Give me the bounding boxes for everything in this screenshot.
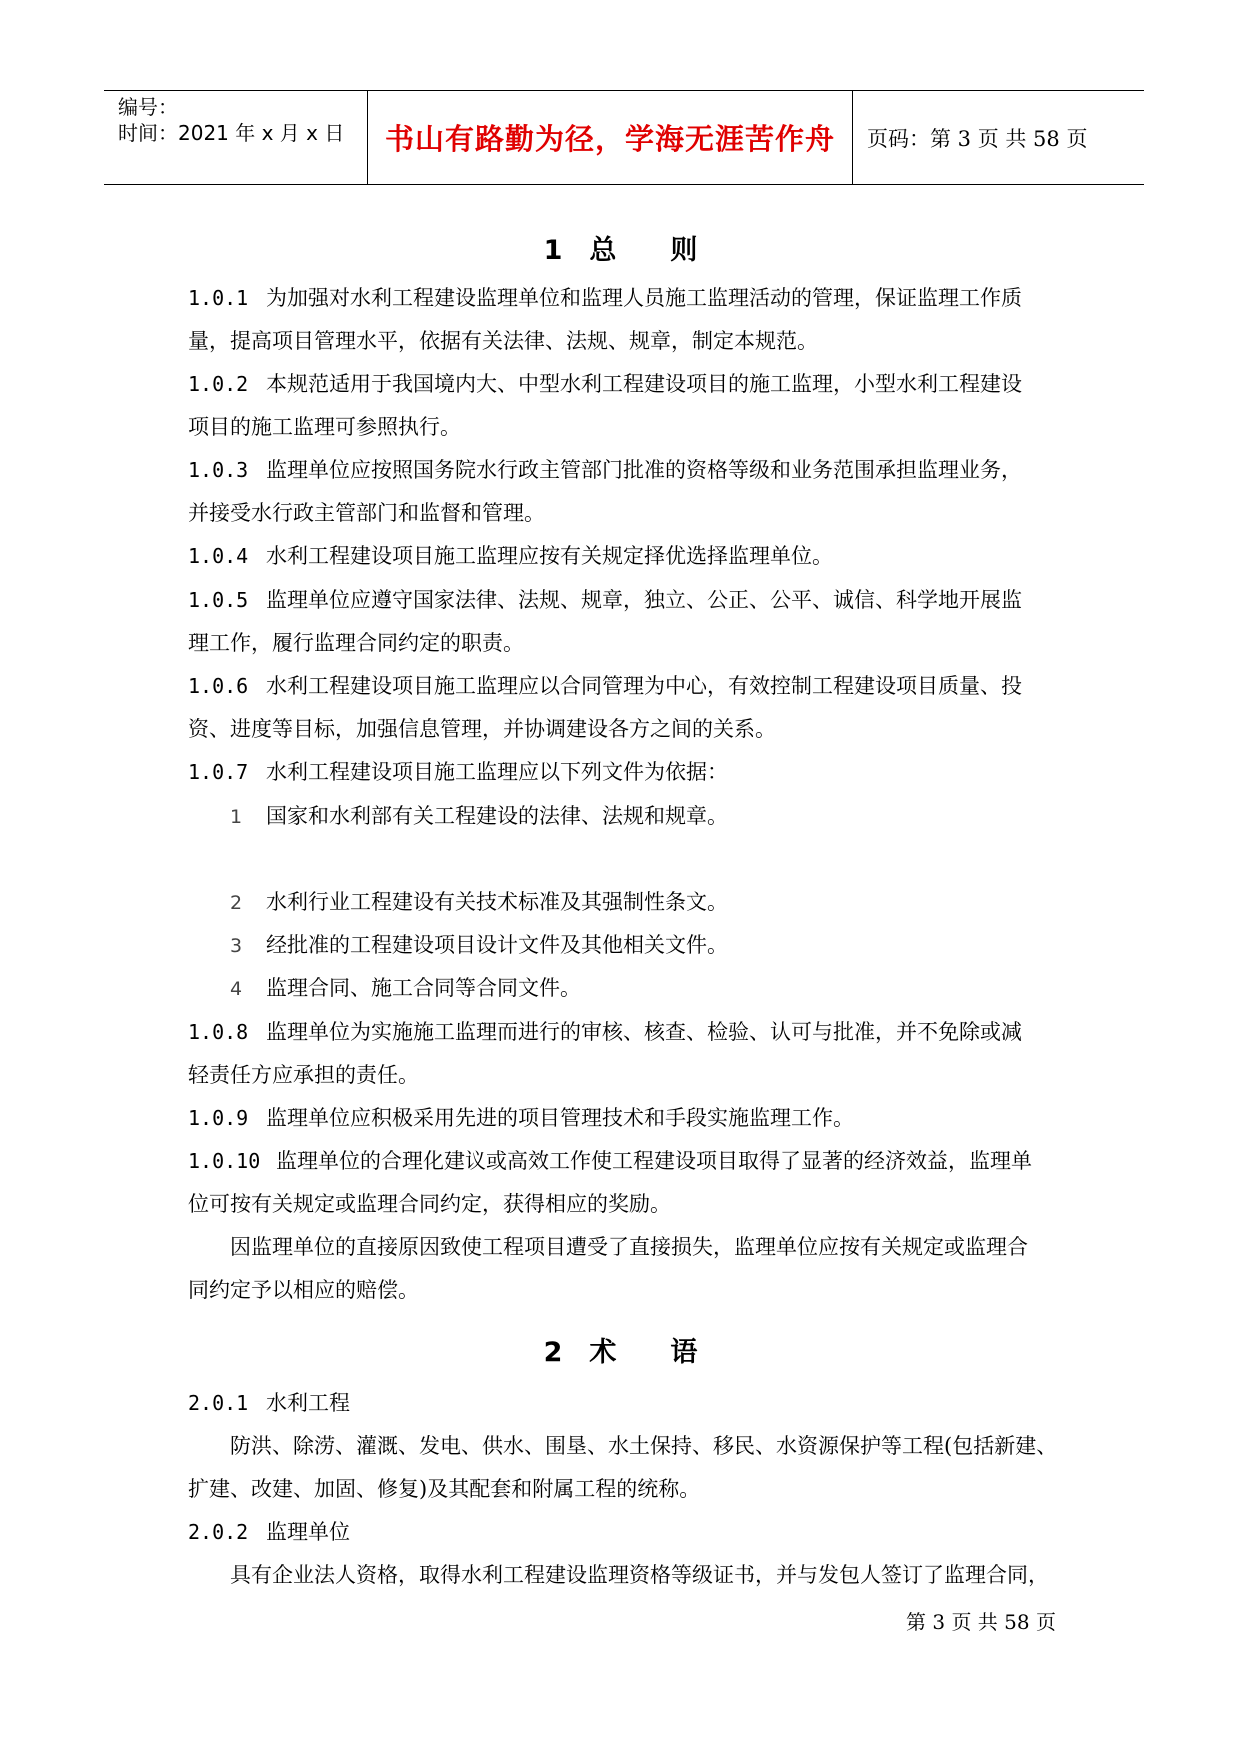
term-number: 2.0.2: [188, 1520, 249, 1544]
clause-1-0-9-line-1: [188, 1104, 854, 1132]
clause-text: 水利工程建设项目施工监理应按有关规定择优选择监理单位。: [266, 544, 833, 568]
list-item-text: 国家和水利部有关工程建设的法律、法规和规章。: [266, 804, 728, 828]
clause-text: 监理单位应按照国务院水行政主管部门批准的资格等级和业务范围承担监理业务，: [266, 458, 1022, 482]
clause-number: 1.0.10: [188, 1149, 261, 1173]
list-item: [230, 974, 581, 1003]
clause-text: 监理单位应遵守国家法律、法规、规章，独立、公正、公平、诚信、科学地开展监: [266, 588, 1022, 612]
clause-number: 1.0.2: [188, 372, 249, 396]
clause-1-0-2-line-2: 项目的施工监理可参照执行。: [188, 415, 461, 439]
clause-1-0-5-line-2: 理工作，履行监理合同约定的职责。: [188, 631, 524, 655]
clause-text: 本规范适用于我国境内大、中型水利工程建设项目的施工监理，小型水利工程建设: [266, 372, 1022, 396]
chapter-1-title: 1 总 则: [543, 235, 698, 266]
list-item-text: 经批准的工程建设项目设计文件及其他相关文件。: [266, 933, 728, 957]
serial-label: 编号：: [118, 95, 178, 119]
list-item-number: 3: [230, 935, 243, 957]
clause-1-0-4-line-1: [188, 542, 833, 570]
list-item-number: 4: [230, 978, 243, 1000]
clause-text: 监理单位的合理化建议或高效工作使工程建设项目取得了显著的经济效益，监理单: [276, 1149, 1032, 1173]
clause-1-0-10-line-2: 位可按有关规定或监理合同约定，获得相应的奖励。: [188, 1192, 671, 1216]
clause-1-0-3-line-2: 并接受水行政主管部门和监督和管理。: [188, 501, 545, 525]
term-name: 水利工程: [266, 1391, 350, 1415]
clause-number: 1.0.4: [188, 544, 249, 568]
term-definition-line-1: 具有企业法人资格，取得水利工程建设监理资格等级证书，并与发包人签订了监理合同，: [230, 1563, 1049, 1587]
list-item-number: 2: [230, 892, 243, 914]
header-table: [104, 90, 1144, 185]
clause-text: 监理单位应积极采用先进的项目管理技术和手段实施监理工作。: [266, 1106, 854, 1130]
clause-1-0-2-line-1: [188, 370, 1022, 398]
clause-1-0-8-line-2: 轻责任方应承担的责任。: [188, 1063, 419, 1087]
page-info: 页码：第 3 页 共 58 页: [867, 126, 1088, 151]
header-page-cell: [853, 91, 1144, 184]
list-item-text: 监理合同、施工合同等合同文件。: [266, 976, 581, 1000]
list-item-text: 水利行业工程建设有关技术标准及其强制性条文。: [266, 890, 728, 914]
term-definition-line-2: 扩建、改建、加固、修复)及其配套和附属工程的统称。: [188, 1477, 701, 1501]
term-2-0-2: [188, 1518, 350, 1546]
list-item-number: 1: [230, 806, 243, 828]
clause-text: 为加强对水利工程建设监理单位和监理人员施工监理活动的管理，保证监理工作质: [266, 286, 1022, 310]
clause-number: 1.0.6: [188, 674, 249, 698]
paragraph-line-2: 同约定予以相应的赔偿。: [188, 1278, 419, 1302]
clause-number: 1.0.3: [188, 458, 249, 482]
clause-text: 水利工程建设项目施工监理应以下列文件为依据：: [266, 760, 728, 784]
header-motto-cell: [368, 91, 853, 184]
chapter-2-title: 2 术 语: [543, 1337, 698, 1368]
clause-1-0-1-line-1: [188, 284, 1022, 312]
clause-number: 1.0.1: [188, 286, 249, 310]
clause-text: 水利工程建设项目施工监理应以合同管理为中心，有效控制工程建设项目质量、投: [266, 674, 1022, 698]
page-footer: 第 3 页 共 58 页: [906, 1610, 1056, 1634]
term-definition-line-1: 防洪、除涝、灌溉、发电、供水、围垦、水土保持、移民、水资源保护等工程(包括新建、: [230, 1434, 1058, 1458]
motto-text: 书山有路勤为径，学海无涯苦作舟: [384, 122, 835, 156]
clause-text: 监理单位为实施施工监理而进行的审核、核查、检验、认可与批准，并不免除或减: [266, 1020, 1022, 1044]
clause-1-0-5-line-1: [188, 586, 1022, 614]
clause-number: 1.0.9: [188, 1106, 249, 1130]
clause-1-0-7-line-1: [188, 758, 728, 786]
clause-1-0-1-line-2: 量，提高项目管理水平，依据有关法律、法规、规章，制定本规范。: [188, 329, 818, 353]
term-name: 监理单位: [266, 1520, 350, 1544]
clause-1-0-6-line-1: [188, 672, 1022, 700]
clause-1-0-8-line-1: [188, 1018, 1022, 1046]
list-item: [230, 931, 728, 960]
list-item: [230, 888, 728, 917]
term-2-0-1: [188, 1389, 350, 1417]
clause-1-0-3-line-1: [188, 456, 1022, 484]
clause-number: 1.0.7: [188, 760, 249, 784]
header-left-cell: [104, 91, 368, 184]
list-item: [230, 802, 728, 831]
clause-1-0-10-line-1: [188, 1147, 1032, 1175]
term-number: 2.0.1: [188, 1391, 249, 1415]
clause-1-0-6-line-2: 资、进度等目标，加强信息管理，并协调建设各方之间的关系。: [188, 717, 776, 741]
clause-number: 1.0.8: [188, 1020, 249, 1044]
paragraph-line-1: 因监理单位的直接原因致使工程项目遭受了直接损失，监理单位应按有关规定或监理合: [230, 1235, 1028, 1259]
time-label: 时间：2021 年 x 月 x 日: [118, 121, 345, 145]
clause-number: 1.0.5: [188, 588, 249, 612]
